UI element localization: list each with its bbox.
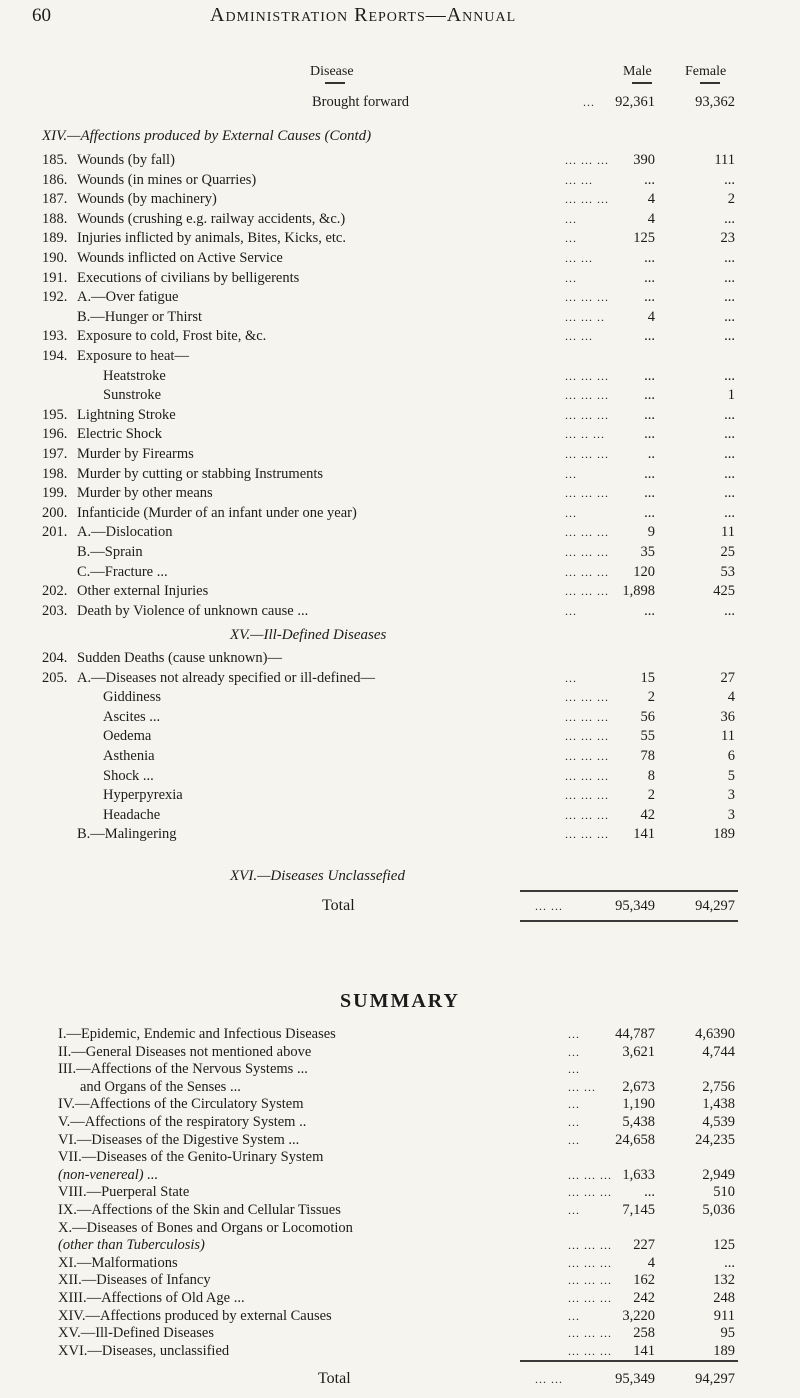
leader-dots: ... [568,1132,580,1147]
table-row [0,805,800,825]
row-label: Exposure to heat— [77,348,189,364]
row-label: Injuries inflicted by animals, Bites, Kicks, etc. [77,230,346,247]
male-value: ... [644,602,655,619]
leader-dots: ... ... [535,899,563,913]
leader-dots: ... ... ... [565,407,609,422]
leader-dots: ... [565,603,577,618]
page-number: 60 [32,5,51,26]
leader-dots: ... [565,231,577,246]
leader-dots: ... ... ... [565,729,609,744]
row-number: 185. [42,152,68,168]
row-number: 200. [42,504,68,521]
row-label: Wounds (crushing e.g. railway accidents, &c.) [77,210,346,227]
row-label: X.—Diseases of Bones and Organs or Locomotion [58,1219,353,1236]
female-value: ... [724,269,735,286]
row-label: Electric Shock [77,426,162,443]
row-label: and Organs of the Senses ... [80,1078,241,1095]
female-value: 36 [720,708,735,725]
table-row [0,444,800,464]
row-label: II.—General Diseases not mentioned above [58,1043,312,1060]
column-header-female: Female [685,64,727,79]
table-row [0,209,800,229]
total-male: 95,349 [615,898,655,914]
female-value: ... [724,485,735,502]
leader-dots: ... ... ... [568,1238,612,1253]
row-label: IV.—Affections of the Circulatory System [58,1096,304,1113]
female-value: ... [724,1254,735,1271]
male-value: 3,220 [622,1307,655,1324]
table-row [0,746,800,766]
female-value: 1 [727,387,735,404]
female-value: 425 [713,583,735,600]
table-row [0,248,800,268]
male-value: ... [644,250,655,266]
row-label: Lightning Stroke [77,406,176,423]
summary-total-rule [520,1360,738,1362]
table-row [0,405,800,425]
female-value: 189 [713,1342,735,1359]
row-number: 197. [42,446,68,462]
table-row [0,687,800,707]
row-label: Executions of civilians by belligerents [77,269,300,286]
row-label: Oedema [103,728,152,745]
table-row [0,228,800,248]
table-row [0,562,800,582]
leader-dots: ... ... ... [565,584,609,599]
row-number: 192. [42,289,68,306]
leader-dots: ... ... [565,172,593,187]
male-value: 3,621 [622,1043,655,1060]
total-label: Total [322,897,355,914]
female-value: 24,235 [695,1131,735,1148]
header-dash [325,82,345,84]
leader-dots: ... [568,1308,580,1323]
female-value: 5 [727,767,735,784]
female-value: 53 [720,563,735,580]
brought-forward-male: 92,361 [615,94,655,110]
male-value: ... [644,504,655,521]
male-value: 2,673 [622,1078,655,1095]
male-value: 390 [633,152,655,168]
section-heading-xiv: XIV.—Affections produced by External Causes (Contd) [42,128,372,144]
table-row [0,503,800,523]
summary-title: SUMMARY [340,990,460,1012]
male-value: ... [644,171,655,188]
table-row [0,268,800,288]
brought-forward-female: 93,362 [695,94,735,110]
table-row [0,150,800,170]
row-label: Death by Violence of unknown cause ... [77,602,309,619]
leader-dots: ... [565,466,577,481]
column-header-disease: Disease [310,64,354,79]
female-value: 4,539 [702,1114,735,1130]
leader-dots: ... ... ... [565,192,609,207]
male-value: ... [644,465,655,482]
male-value: ... [644,269,655,286]
female-value: 23 [720,230,735,247]
table-row [0,326,800,346]
running-head: Administration Reports—Annual [210,4,517,26]
female-value: ... [724,446,735,462]
row-label: Wounds (by machinery) [77,191,217,208]
female-value: 2,949 [702,1166,735,1183]
leader-dots: ... .. ... [565,427,605,442]
row-label: A.—Over fatigue [77,289,179,306]
table-row [0,522,800,542]
row-label: Murder by other means [77,485,213,502]
male-value: 1,898 [622,583,655,600]
male-value: ... [644,328,655,345]
section-heading-xvi: XVI.—Diseases Unclassefied [230,868,405,884]
female-value: ... [724,406,735,423]
summary-total-label: Total [318,1370,351,1387]
leader-dots: ... ... ... [565,690,609,705]
male-value: 4 [647,1254,655,1271]
female-value: ... [724,367,735,384]
row-number: 191. [42,269,68,286]
row-label: Shock ... [103,767,154,784]
leader-dots: ... ... ... [565,827,609,842]
table-row [0,346,800,366]
row-label: Exposure to cold, Frost bite, &c. [77,328,267,345]
leader-dots: ... [565,211,577,226]
female-value: 25 [720,544,735,560]
leader-dots: ... [568,1115,580,1129]
table-row [0,726,800,746]
female-value: 27 [720,669,735,686]
male-value: 56 [640,708,655,725]
male-value: 162 [633,1272,655,1289]
leader-dots: ... ... ... [565,807,609,822]
row-label: Wounds (by fall) [77,152,175,168]
row-label: A.—Diseases not already specified or ill-defined— [77,669,375,686]
male-value: 242 [633,1290,655,1306]
summary-total-male: 95,349 [615,1371,655,1387]
row-number: 188. [42,210,68,227]
leader-dots: ... ... [565,329,593,344]
male-value: ... [644,1184,655,1201]
table-row [0,424,800,444]
table-row [0,707,800,727]
female-value: 2 [727,191,735,208]
header-dash [700,82,720,84]
row-number: 202. [42,583,68,600]
male-value: 7,145 [622,1202,655,1218]
male-value: 2 [647,787,655,804]
section-heading-xv: XV.—Ill-Defined Diseases [230,627,387,643]
leader-dots: ... ... ... [568,1255,612,1270]
leader-dots: ... ... ... [565,545,609,559]
female-value: ... [724,210,735,227]
row-number: 201. [42,524,68,541]
brought-forward-label: Brought forward [312,94,410,110]
row-label: Headache [103,806,161,823]
male-value: 141 [633,826,655,843]
table-row [0,464,800,484]
male-value: 55 [640,728,655,745]
row-label: Heatstroke [103,367,166,384]
male-value: ... [644,289,655,306]
row-number: 193. [42,328,68,345]
row-label: Infanticide (Murder of an infant under one year) [77,504,357,521]
table-row [0,824,800,844]
male-value: 141 [633,1342,655,1359]
female-value: ... [724,171,735,188]
row-number: 187. [42,191,68,208]
table-row [0,189,800,209]
male-value: 227 [633,1237,655,1254]
total-rule-top [520,890,738,892]
row-label: B.—Sprain [77,544,143,560]
female-value: ... [724,328,735,345]
table-row [0,542,800,562]
row-number: 195. [42,406,68,423]
row-label: (other than Tuberculosis) [58,1237,205,1254]
leader-dots: ... ... ... [565,768,609,783]
female-value: 189 [713,826,735,843]
row-label: XVI.—Diseases, unclassified [58,1342,230,1359]
row-label: Wounds inflicted on Active Service [77,250,283,266]
female-value: 4,6390 [695,1026,735,1042]
row-label: Murder by Firearms [77,446,194,462]
row-label: Hyperpyrexia [103,787,183,804]
row-label: Other external Injuries [77,583,209,600]
column-header-male: Male [623,64,652,79]
table-row [0,648,800,668]
total-row [0,896,800,916]
row-label: A.—Dislocation [77,524,173,541]
male-value: ... [644,406,655,423]
female-value: ... [724,504,735,521]
row-label: Giddiness [103,689,161,706]
row-number: 198. [42,465,68,482]
leader-dots: ... [568,1203,580,1217]
leader-dots: ... ... [565,251,593,265]
male-value: 4 [647,191,655,208]
leader-dots: ... ... ... [565,525,609,540]
row-label: (non-venereal) ... [58,1166,159,1183]
row-number: 186. [42,171,68,188]
table-row [0,581,800,601]
female-value: ... [724,250,735,266]
leader-dots: ... ... ... [568,1326,612,1341]
male-value: 2 [647,689,655,706]
male-value: ... [644,367,655,384]
female-value: 4 [727,689,735,706]
male-value: 9 [647,524,655,541]
row-label: Sudden Deaths (cause unknown)— [77,650,282,666]
male-value: 120 [633,563,655,580]
leader-dots: ... ... [568,1079,596,1094]
male-value: ... [644,426,655,443]
female-value: 11 [721,728,735,745]
female-value: ... [724,602,735,619]
leader-dots: ... [568,1027,580,1041]
leader-dots: ... [565,505,577,520]
row-label: VIII.—Puerperal State [58,1184,190,1201]
female-value: 5,036 [702,1202,735,1218]
male-value: 5,438 [622,1114,655,1130]
leader-dots: ... [583,95,595,109]
leader-dots: ... ... ... [565,709,609,724]
row-label: XII.—Diseases of Infancy [58,1272,211,1289]
male-value: 4 [647,210,655,227]
male-value: ... [644,387,655,404]
male-value: 24,658 [615,1131,655,1148]
summary-total-row [0,1368,800,1390]
female-value: 2,756 [702,1078,735,1095]
leader-dots: ... [565,270,577,285]
male-value: 1,633 [622,1166,655,1183]
row-label: Murder by cutting or stabbing Instruments [77,465,324,482]
leader-dots: ... ... ... [565,290,609,305]
female-value: ... [724,465,735,482]
male-value: 35 [640,544,655,560]
female-value: 3 [727,787,735,804]
male-value: 44,787 [615,1026,655,1042]
female-value: ... [724,426,735,443]
row-label: B.—Malingering [77,826,177,843]
leader-dots: ... ... ... [568,1343,612,1358]
row-label: XV.—Ill-Defined Diseases [58,1325,214,1342]
male-value: 15 [640,669,655,686]
row-number: 199. [42,485,68,502]
female-value: 11 [721,524,735,541]
row-label: V.—Affections of the respiratory System .. [58,1114,307,1130]
leader-dots: ... ... .. [565,309,605,324]
table-row [0,385,800,405]
leader-dots: ... ... ... [565,788,609,803]
row-label: XIII.—Affections of Old Age ... [58,1290,245,1306]
row-label: III.—Affections of the Nervous Systems ... [58,1061,308,1078]
leader-dots: ... ... ... [565,749,609,763]
brought-forward-row [0,92,800,112]
table-row [0,766,800,786]
table-row [0,287,800,307]
female-value: 510 [713,1184,735,1201]
table-row [0,785,800,805]
female-value: 132 [713,1272,735,1289]
row-label: XI.—Malformations [58,1254,178,1271]
male-value: ... [644,485,655,502]
female-value: ... [724,289,735,306]
female-value: 95 [720,1325,735,1342]
row-label: XIV.—Affections produced by external Causes [58,1307,332,1324]
leader-dots: ... ... ... [565,368,609,383]
female-value: ... [724,308,735,325]
female-value: 6 [727,748,735,764]
leader-dots: ... [568,1097,580,1112]
row-number: 196. [42,426,68,443]
leader-dots: ... ... ... [565,447,609,461]
male-value: 8 [647,767,655,784]
leader-dots: ... ... ... [565,564,609,579]
table-row [0,668,800,688]
header-dash [632,82,652,84]
table-row [0,170,800,190]
table-row [0,1340,800,1362]
row-label: Asthenia [103,748,155,764]
leader-dots: ... ... ... [568,1291,612,1305]
female-value: 111 [714,152,735,168]
male-value: 4 [647,308,655,325]
table-row [0,366,800,386]
male-value: 1,190 [622,1096,655,1113]
summary-total-female: 94,297 [695,1371,735,1387]
female-value: 4,744 [702,1043,735,1060]
leader-dots: ... ... ... [565,486,609,501]
female-value: 3 [727,806,735,823]
leader-dots: ... [565,670,577,685]
row-label: Ascites ... [103,708,161,725]
male-value: 42 [640,806,655,823]
leader-dots: ... ... ... [565,388,609,403]
male-value: 258 [633,1325,655,1342]
table-row [0,483,800,503]
leader-dots: ... ... ... [565,153,609,167]
row-label: B.—Hunger or Thirst [77,308,202,325]
leader-dots: ... ... [535,1372,563,1386]
female-value: 911 [713,1307,735,1324]
table-row [0,601,800,621]
row-number: 203. [42,602,68,619]
row-number: 205. [42,669,68,686]
row-label: C.—Fracture ... [77,563,168,580]
leader-dots: ... ... ... [568,1273,612,1288]
female-value: 125 [713,1237,735,1254]
row-label: I.—Epidemic, Endemic and Infectious Diseases [58,1026,336,1042]
leader-dots: ... ... ... [568,1167,612,1182]
total-rule-bottom [520,920,738,922]
male-value: 125 [633,230,655,247]
male-value: .. [647,446,655,462]
row-label: Sunstroke [103,387,161,404]
row-number: 194. [42,348,68,364]
total-female: 94,297 [695,898,735,914]
row-number: 189. [42,230,68,247]
leader-dots: ... ... ... [568,1185,612,1200]
table-row [0,307,800,327]
row-label: VII.—Diseases of the Genito-Urinary System [58,1149,324,1166]
row-label: Wounds (in mines or Quarries) [77,171,257,188]
row-label: VI.—Diseases of the Digestive System ... [58,1131,300,1148]
female-value: 1,438 [702,1096,735,1113]
female-value: 248 [713,1290,735,1306]
row-number: 204. [42,650,68,666]
male-value: 78 [640,748,655,764]
leader-dots: ... [568,1044,580,1059]
row-label: IX.—Affections of the Skin and Cellular Tissues [58,1202,341,1218]
leader-dots: ... [568,1062,580,1077]
row-number: 190. [42,250,68,266]
